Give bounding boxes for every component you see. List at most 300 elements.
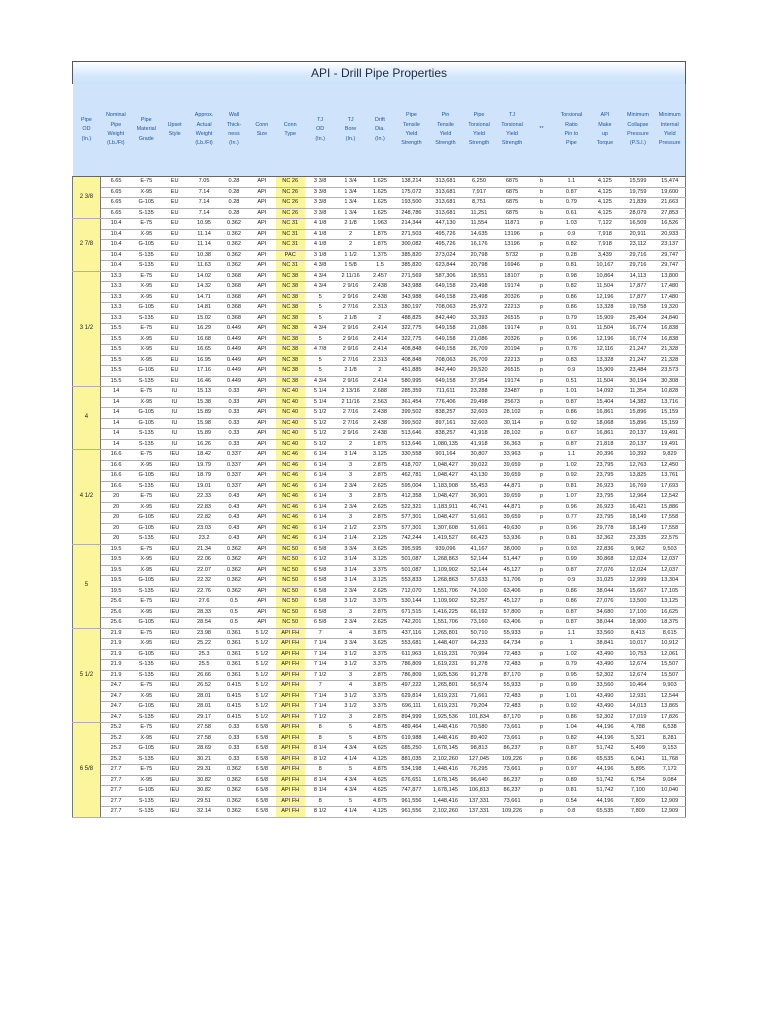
header-text: Actual xyxy=(196,121,212,128)
table-cell: E-75 xyxy=(131,271,161,282)
table-cell: 16,421 xyxy=(621,502,654,513)
table-cell: 25.2 xyxy=(100,733,131,744)
table-cell: 3.125 xyxy=(366,450,395,461)
table-cell: 86,237 xyxy=(496,786,529,797)
table-cell: 22.82 xyxy=(188,513,220,524)
table-cell: 0.33 xyxy=(220,723,248,734)
table-cell: p xyxy=(529,408,555,419)
table-cell: 86,237 xyxy=(496,775,529,786)
table-cell: 5 1/2 xyxy=(248,691,276,702)
header-text: (Lb./Ft) xyxy=(107,140,125,147)
table-row xyxy=(73,240,686,251)
table-cell: 2.313 xyxy=(366,355,395,366)
table-cell: API xyxy=(248,481,276,492)
table-cell: 17,480 xyxy=(654,292,685,303)
table-cell: 8 xyxy=(305,765,336,776)
header-text: Yield xyxy=(663,131,676,137)
table-cell: 33,560 xyxy=(588,681,621,692)
table-cell: 73,160 xyxy=(463,618,496,629)
table-cell: 4,125 xyxy=(588,198,621,209)
table-cell: API xyxy=(248,261,276,272)
header-text: Pin xyxy=(441,112,450,119)
table-row xyxy=(73,618,686,629)
table-cell: 14 xyxy=(100,418,131,429)
table-cell: 44,196 xyxy=(588,796,621,807)
table-cell: 2.625 xyxy=(366,586,395,597)
table-cell: API xyxy=(248,250,276,261)
table-cell: NC 26 xyxy=(276,187,305,198)
table-cell: 19,491 xyxy=(654,439,685,450)
table-cell: 52,257 xyxy=(463,597,496,608)
table-cell: 57,800 xyxy=(496,607,529,618)
column-header xyxy=(654,84,685,177)
table-cell: 361,454 xyxy=(394,397,428,408)
table-cell: API FH xyxy=(276,786,305,797)
table-cell: 0.362 xyxy=(220,229,248,240)
table-cell: 6 5/8 xyxy=(248,807,276,818)
column-header xyxy=(305,84,336,177)
table-cell: 0.82 xyxy=(554,240,588,251)
table-cell: 72,483 xyxy=(496,702,529,713)
table-cell: 0.33 xyxy=(220,387,248,398)
table-cell: 89,402 xyxy=(463,733,496,744)
table-row xyxy=(73,219,686,230)
table-cell: b xyxy=(529,187,555,198)
table-cell: 0.79 xyxy=(554,660,588,671)
table-cell: 0.33 xyxy=(220,418,248,429)
table-cell: NC 31 xyxy=(276,240,305,251)
table-cell: 0.28 xyxy=(220,198,248,209)
table-cell: API xyxy=(248,618,276,629)
table-cell: 30,807 xyxy=(463,450,496,461)
table-row xyxy=(73,670,686,681)
table-cell: 19.5 xyxy=(100,565,131,576)
table-cell: API xyxy=(248,240,276,251)
table-cell: 2 11/16 xyxy=(336,271,366,282)
table-cell: 12,931 xyxy=(621,691,654,702)
table-cell: 408,848 xyxy=(394,345,428,356)
table-cell: 447,130 xyxy=(428,219,462,230)
table-cell: 3.625 xyxy=(366,639,395,650)
table-cell: 1,619,231 xyxy=(428,649,462,660)
table-cell: IEU xyxy=(161,775,188,786)
table-cell: 1,419,527 xyxy=(428,534,462,545)
table-cell: API FH xyxy=(276,639,305,650)
table-cell: 2 1/8 xyxy=(336,313,366,324)
table-row xyxy=(73,744,686,755)
table-cell: 901,164 xyxy=(428,450,462,461)
table-cell: 0.97 xyxy=(554,765,588,776)
table-cell: 20 xyxy=(100,523,131,534)
table-cell: 22,836 xyxy=(588,544,621,555)
table-row xyxy=(73,597,686,608)
table-cell: 21.9 xyxy=(100,628,131,639)
table-cell: 285,359 xyxy=(394,387,428,398)
table-cell: 6,250 xyxy=(463,177,496,188)
table-cell: 16.26 xyxy=(188,439,220,450)
table-cell: NC 46 xyxy=(276,523,305,534)
table-cell: G-105 xyxy=(131,649,161,660)
table-cell: 2 9/16 xyxy=(336,282,366,293)
table-cell: S-135 xyxy=(131,586,161,597)
header-text: TJ xyxy=(347,116,354,123)
table-cell: IEU xyxy=(161,723,188,734)
table-cell: 23,498 xyxy=(463,282,496,293)
table-cell: 11,768 xyxy=(654,754,685,765)
table-cell: 12,909 xyxy=(654,807,685,818)
table-cell: 313,681 xyxy=(428,187,462,198)
table-cell: 23,335 xyxy=(621,534,654,545)
table-cell: 2 11/16 xyxy=(336,397,366,408)
table-cell: 530,144 xyxy=(394,597,428,608)
table-cell: IEU xyxy=(161,649,188,660)
table-cell: 16.6 xyxy=(100,450,131,461)
table-cell: p xyxy=(529,282,555,293)
column-header xyxy=(394,84,428,177)
table-cell: 8 xyxy=(305,733,336,744)
table-cell: G-105 xyxy=(131,744,161,755)
table-cell: 16.46 xyxy=(188,376,220,387)
table-cell: 1 3/4 xyxy=(336,187,366,198)
table-cell: 87,170 xyxy=(496,670,529,681)
table-cell: NC 40 xyxy=(276,387,305,398)
table-body xyxy=(73,177,686,818)
table-cell: 0.99 xyxy=(554,555,588,566)
pipe-od-cell: 5 xyxy=(73,544,101,628)
table-cell: 3 1/2 xyxy=(336,702,366,713)
table-cell: 12,196 xyxy=(588,292,621,303)
table-cell: 0.96 xyxy=(554,502,588,513)
table-cell: 15,507 xyxy=(654,670,685,681)
table-cell: 0.98 xyxy=(554,271,588,282)
table-cell: 15,159 xyxy=(654,418,685,429)
header-text: Style xyxy=(168,131,181,137)
table-cell: 25.6 xyxy=(100,618,131,629)
table-cell: 4 1/4 xyxy=(336,754,366,765)
table-cell: IEU xyxy=(161,565,188,576)
table-cell: 7,172 xyxy=(654,765,685,776)
table-cell: 3 xyxy=(336,712,366,723)
header-text: (P.S.I.) xyxy=(629,140,646,147)
table-cell: 91,278 xyxy=(463,660,496,671)
header-text: Material xyxy=(136,126,156,133)
table-cell: 55,933 xyxy=(496,681,529,692)
table-cell: 9,903 xyxy=(654,681,685,692)
table-cell: p xyxy=(529,523,555,534)
table-cell: 513,646 xyxy=(394,429,428,440)
table-cell: 14,013 xyxy=(621,702,654,713)
table-cell: 0.86 xyxy=(554,586,588,597)
table-cell: 41,918 xyxy=(463,429,496,440)
table-cell: 15.13 xyxy=(188,387,220,398)
table-cell: 15.38 xyxy=(188,397,220,408)
table-cell: 44,196 xyxy=(588,733,621,744)
table-cell: p xyxy=(529,733,555,744)
table-cell: 0.362 xyxy=(220,544,248,555)
table-cell: 22.32 xyxy=(188,576,220,587)
table-cell: 0.86 xyxy=(554,303,588,314)
table-cell: 330,558 xyxy=(394,450,428,461)
table-cell: 385,820 xyxy=(394,261,428,272)
table-cell: API xyxy=(248,219,276,230)
table-cell: 32,603 xyxy=(463,418,496,429)
table-cell: 501,087 xyxy=(394,565,428,576)
table-cell: 4,125 xyxy=(588,208,621,219)
table-cell: 32,362 xyxy=(588,534,621,545)
table-cell: 3 1/2 xyxy=(336,597,366,608)
table-cell: E-75 xyxy=(131,387,161,398)
table-cell: NC 46 xyxy=(276,513,305,524)
header-text: Torsional xyxy=(560,112,583,119)
table-cell: API xyxy=(248,334,276,345)
table-cell: IU xyxy=(161,429,188,440)
table-cell: 9,503 xyxy=(654,544,685,555)
table-cell: p xyxy=(529,660,555,671)
table-cell: API xyxy=(248,208,276,219)
table-cell: NC 38 xyxy=(276,366,305,377)
table-cell: 2 9/16 xyxy=(336,334,366,345)
table-cell: API FH xyxy=(276,628,305,639)
table-cell: 0.43 xyxy=(220,492,248,503)
table-cell: p xyxy=(529,586,555,597)
table-cell: p xyxy=(529,481,555,492)
table-cell: 19,758 xyxy=(621,303,654,314)
table-cell: 842,440 xyxy=(428,366,462,377)
table-cell: 51,742 xyxy=(588,786,621,797)
table-cell: 0.82 xyxy=(554,733,588,744)
table-cell: 16,625 xyxy=(654,607,685,618)
table-cell: 17,480 xyxy=(654,282,685,293)
table-cell: 6 5/8 xyxy=(305,576,336,587)
table-cell: 14.02 xyxy=(188,271,220,282)
table-cell: p xyxy=(529,754,555,765)
table-row xyxy=(73,513,686,524)
table-cell: 20 xyxy=(100,513,131,524)
table-cell: NC 26 xyxy=(276,208,305,219)
table-cell: 6 5/8 xyxy=(305,544,336,555)
table-cell: API xyxy=(248,271,276,282)
header-text: Tensile xyxy=(403,121,420,128)
table-cell: 534,198 xyxy=(394,765,428,776)
table-cell: 25,404 xyxy=(621,313,654,324)
table-cell: 0.449 xyxy=(220,324,248,335)
header-text: Pressure xyxy=(627,131,649,137)
table-cell: p xyxy=(529,712,555,723)
header-text: Strength xyxy=(468,140,490,147)
table-cell: 0.337 xyxy=(220,460,248,471)
table-cell: X-95 xyxy=(131,555,161,566)
table-cell: NC 50 xyxy=(276,618,305,629)
table-cell: 2 9/16 xyxy=(336,345,366,356)
table-cell: EU xyxy=(161,240,188,251)
table-cell: X-95 xyxy=(131,229,161,240)
table-cell: 3.375 xyxy=(366,649,395,660)
table-cell: 98,813 xyxy=(463,744,496,755)
table-cell: 21,247 xyxy=(621,345,654,356)
table-cell: 20 xyxy=(100,492,131,503)
table-cell: 23.2 xyxy=(188,534,220,545)
header-text: Pipe xyxy=(81,116,92,123)
table-cell: p xyxy=(529,618,555,629)
table-row xyxy=(73,376,686,387)
table-row xyxy=(73,502,686,513)
table-cell: 2.625 xyxy=(366,502,395,513)
table-cell: IEU xyxy=(161,450,188,461)
table-cell: 8 1/2 xyxy=(305,807,336,818)
table-cell: 21,086 xyxy=(463,324,496,335)
table-cell: p xyxy=(529,702,555,713)
header-text: Ratio xyxy=(565,121,578,128)
table-cell: API xyxy=(248,229,276,240)
table-cell: 343,988 xyxy=(394,292,428,303)
table-cell: p xyxy=(529,765,555,776)
table-cell: 33,393 xyxy=(463,313,496,324)
table-cell: 7 xyxy=(305,628,336,639)
header-text: Pipe xyxy=(140,116,152,123)
table-cell: 742,244 xyxy=(394,534,428,545)
table-cell: 5 1/2 xyxy=(248,670,276,681)
table-cell: API xyxy=(248,355,276,366)
table-cell: 2.125 xyxy=(366,534,395,545)
table-cell: API xyxy=(248,450,276,461)
table-row xyxy=(73,660,686,671)
table-cell: 10.4 xyxy=(100,250,131,261)
table-cell: 8,281 xyxy=(654,733,685,744)
table-cell: 12,763 xyxy=(621,460,654,471)
table-cell: 13,865 xyxy=(654,702,685,713)
table-cell: 4.625 xyxy=(366,744,395,755)
table-cell: 0.89 xyxy=(554,775,588,786)
table-cell: NC 38 xyxy=(276,303,305,314)
header-text: Yield xyxy=(506,131,518,137)
table-cell: 7,918 xyxy=(588,229,621,240)
table-cell: NC 38 xyxy=(276,376,305,387)
table-cell: 15,159 xyxy=(654,408,685,419)
table-cell: 1 1/2 xyxy=(336,250,366,261)
table-cell: 0.362 xyxy=(220,261,248,272)
table-cell: 0.87 xyxy=(554,565,588,576)
table-cell: X-95 xyxy=(131,733,161,744)
table-cell: 2 xyxy=(336,240,366,251)
table-cell: 3 1/2 xyxy=(336,649,366,660)
table-cell: 1.875 xyxy=(366,240,395,251)
table-cell: 0.81 xyxy=(554,786,588,797)
table-cell: 786,809 xyxy=(394,660,428,671)
table-cell: 0.33 xyxy=(220,754,248,765)
table-cell: 21,839 xyxy=(621,198,654,209)
table-cell: 595,004 xyxy=(394,481,428,492)
table-cell: 16.6 xyxy=(100,460,131,471)
table-cell: 12,024 xyxy=(621,555,654,566)
table-cell: 0.61 xyxy=(554,208,588,219)
table-cell: 0.5 xyxy=(220,597,248,608)
table-cell: 11,504 xyxy=(588,324,621,335)
table-cell: 22.07 xyxy=(188,565,220,576)
table-cell: 451,885 xyxy=(394,366,428,377)
table-cell: 2 7/16 xyxy=(336,355,366,366)
table-cell: 16,861 xyxy=(588,408,621,419)
table-cell: 776,406 xyxy=(428,397,462,408)
table-cell: 63,406 xyxy=(496,618,529,629)
table-cell: 4 7/8 xyxy=(305,345,336,356)
table-cell: 10,017 xyxy=(621,639,654,650)
table-cell: 30,868 xyxy=(588,555,621,566)
table-cell: 14 xyxy=(100,429,131,440)
table-cell: 1,080,135 xyxy=(428,439,462,450)
table-cell: S-135 xyxy=(131,534,161,545)
table-cell: 21,328 xyxy=(654,355,685,366)
table-cell: E-75 xyxy=(131,450,161,461)
table-cell: 20,933 xyxy=(654,229,685,240)
table-cell: 0.76 xyxy=(554,345,588,356)
table-cell: 6 5/8 xyxy=(248,733,276,744)
table-cell: 25.2 xyxy=(100,744,131,755)
table-cell: 7 1/2 xyxy=(305,712,336,723)
table-cell: 5 1/2 xyxy=(248,681,276,692)
table-cell: 522,321 xyxy=(394,502,428,513)
table-cell: p xyxy=(529,649,555,660)
table-cell: NC 46 xyxy=(276,481,305,492)
table-cell: 11,554 xyxy=(463,219,496,230)
table-cell: 2.414 xyxy=(366,324,395,335)
table-cell: 11.14 xyxy=(188,240,220,251)
table-cell: 19,491 xyxy=(654,429,685,440)
table-cell: PAC xyxy=(276,250,305,261)
table-cell: G-105 xyxy=(131,198,161,209)
header-text: ness xyxy=(228,131,240,137)
table-cell: p xyxy=(529,397,555,408)
table-cell: 6 5/8 xyxy=(248,796,276,807)
table-cell: 0.361 xyxy=(220,660,248,671)
header-text: Tensile xyxy=(437,121,454,128)
table-cell: 2.313 xyxy=(366,303,395,314)
table-cell: 0.362 xyxy=(220,565,248,576)
table-cell: 14 xyxy=(100,439,131,450)
table-cell: 19.5 xyxy=(100,544,131,555)
table-cell: 3 1/4 xyxy=(336,450,366,461)
table-cell: 37,954 xyxy=(463,376,496,387)
table-row xyxy=(73,649,686,660)
header-text: Type xyxy=(284,131,297,137)
table-cell: 21,663 xyxy=(654,198,685,209)
table-cell: 0.449 xyxy=(220,376,248,387)
table-cell: NC 38 xyxy=(276,292,305,303)
table-cell: 87,170 xyxy=(496,712,529,723)
table-cell: API FH xyxy=(276,702,305,713)
table-cell: 20326 xyxy=(496,334,529,345)
table-cell: 2 7/16 xyxy=(336,303,366,314)
table-cell: 3 1/4 xyxy=(336,576,366,587)
table-cell: NC 46 xyxy=(276,450,305,461)
table-cell: 3.375 xyxy=(366,660,395,671)
header-text: Make xyxy=(598,121,612,128)
table-cell: 23,573 xyxy=(654,366,685,377)
table-cell: 4 3/4 xyxy=(336,786,366,797)
table-cell: 28.54 xyxy=(188,618,220,629)
table-cell: 21,086 xyxy=(463,334,496,345)
table-cell: 65,535 xyxy=(588,754,621,765)
table-cell: 3 xyxy=(336,471,366,482)
table-cell: 15.5 xyxy=(100,376,131,387)
table-cell: 8,413 xyxy=(621,628,654,639)
table-row xyxy=(73,576,686,587)
table-cell: API xyxy=(248,523,276,534)
table-cell: G-105 xyxy=(131,618,161,629)
table-cell: 4 3/4 xyxy=(305,271,336,282)
table-cell: 3 xyxy=(336,460,366,471)
table-cell: API xyxy=(248,429,276,440)
table-cell: 13.3 xyxy=(100,271,131,282)
